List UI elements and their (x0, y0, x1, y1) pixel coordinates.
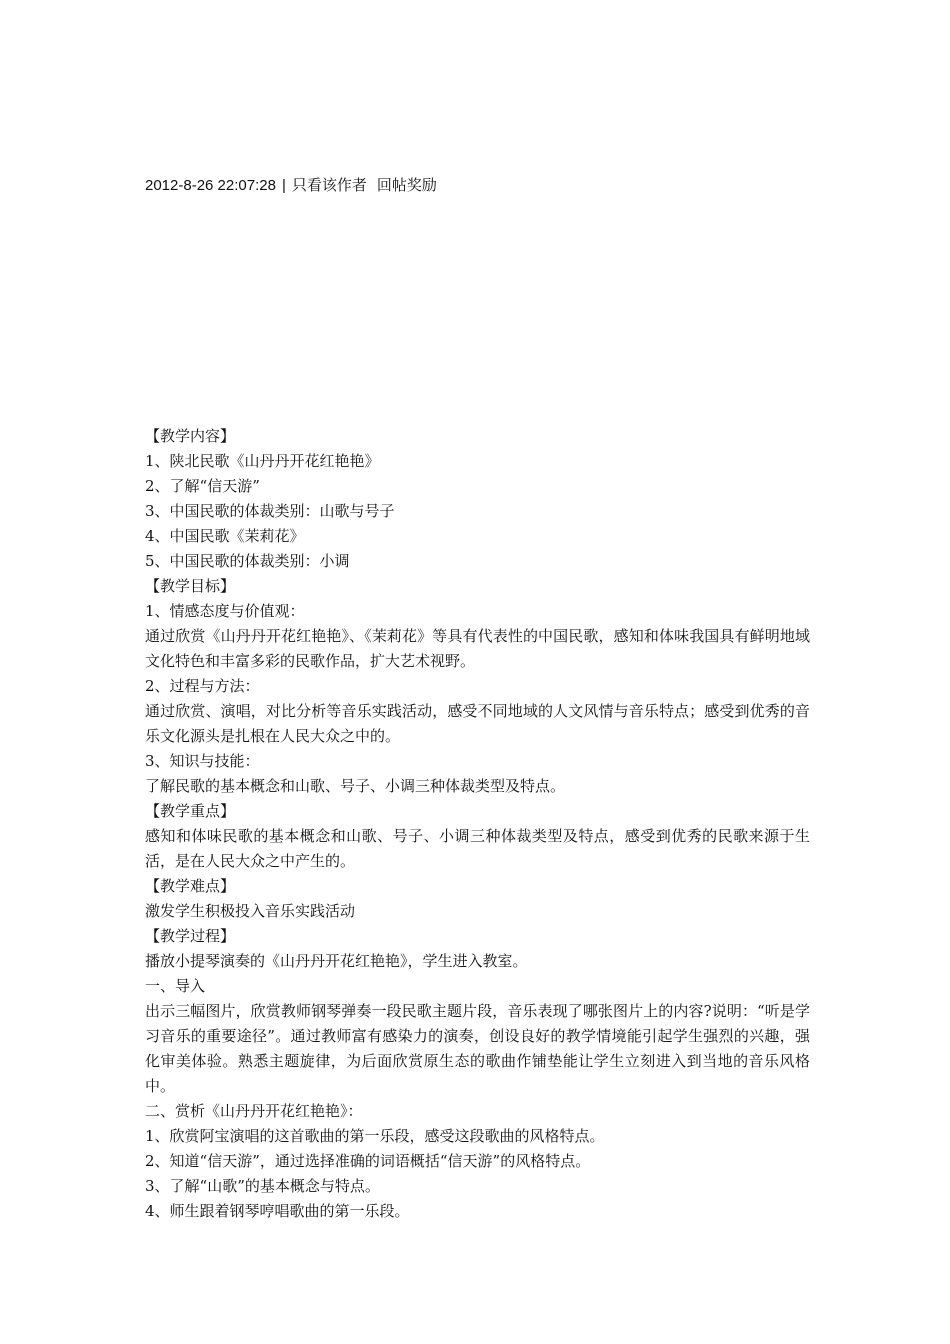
author-only-link[interactable]: 只看该作者 (291, 177, 367, 194)
objective-label: 3、知识与技能： (145, 752, 260, 770)
section-heading-process: 【教学过程】 (145, 927, 236, 945)
section-heading-objectives: 【教学目标】 (145, 577, 236, 595)
section-heading-key-points: 【教学重点】 (145, 802, 236, 820)
process-item: 2、知道“信天游”，通过选择准确的词语概括“信天游”的风格特点。 (145, 1152, 591, 1170)
section-heading-difficulties: 【教学难点】 (145, 877, 236, 895)
post-body (145, 424, 810, 1224)
objective-label: 1、情感态度与价值观： (145, 602, 305, 620)
objective-paragraph: 通过欣赏、演唱，对比分析等音乐实践活动，感受不同地域的人文风情与音乐特点；感受到优秀的音乐文化源头是扎根在人民大众之中的。 (145, 702, 810, 745)
post-meta-bar (145, 176, 437, 196)
content-item: 3、中国民歌的体裁类别：山歌与号子 (145, 502, 395, 520)
section-heading-content: 【教学内容】 (145, 427, 236, 445)
objective-label: 2、过程与方法： (145, 677, 260, 695)
reward-link[interactable]: 回帖奖励 (376, 177, 437, 194)
process-item: 3、了解“山歌”的基本概念与特点。 (145, 1177, 380, 1195)
content-item: 5、中国民歌的体裁类别：小调 (145, 552, 350, 570)
content-item: 1、陕北民歌《山丹丹开花红艳艳》 (145, 452, 380, 470)
objective-paragraph: 了解民歌的基本概念和山歌、号子、小调三种体裁类型及特点。 (145, 777, 566, 795)
key-points-paragraph: 感知和体味民歌的基本概念和山歌、号子、小调三种体裁类型及特点，感受到优秀的民歌来源于生活，是在人民大众之中产生的。 (145, 827, 810, 870)
process-step-heading: 二、赏析《山丹丹开花红艳艳》： (145, 1102, 363, 1120)
content-item: 2、了解“信天游” (145, 477, 260, 495)
content-item: 4、中国民歌《茉莉花》 (145, 527, 305, 545)
process-step-heading: 一、导入 (145, 977, 206, 995)
process-paragraph: 出示三幅图片，欣赏教师钢琴弹奏一段民歌主题片段，音乐表现了哪张图片上的内容?说明：“听是学习音乐的重要途径”。通过教师富有感染力的演奏，创设良好的教学情境能引起学生强烈的兴趣，强化审美体验。熟悉主题旋律，为后面欣赏原生态的歌曲作铺垫能让学生立刻进入到当地的音乐风格中。 (145, 1002, 810, 1095)
process-item: 4、师生跟着钢琴哼唱歌曲的第一乐段。 (145, 1202, 410, 1220)
objective-paragraph: 通过欣赏《山丹丹开花红艳艳》、《茉莉花》等具有代表性的中国民歌，感知和体味我国具有鲜明地域文化特色和丰富多彩的民歌作品，扩大艺术视野。 (145, 627, 810, 670)
post-timestamp: 2012-8-26 22:07:28 (145, 177, 276, 194)
process-paragraph: 播放小提琴演奏的《山丹丹开花红艳艳》，学生进入教室。 (145, 952, 528, 970)
meta-separator: | (281, 177, 286, 194)
difficulties-paragraph: 激发学生积极投入音乐实践活动 (145, 902, 356, 920)
process-item: 1、欣赏阿宝演唱的这首歌曲的第一乐段，感受这段歌曲的风格特点。 (145, 1127, 605, 1145)
